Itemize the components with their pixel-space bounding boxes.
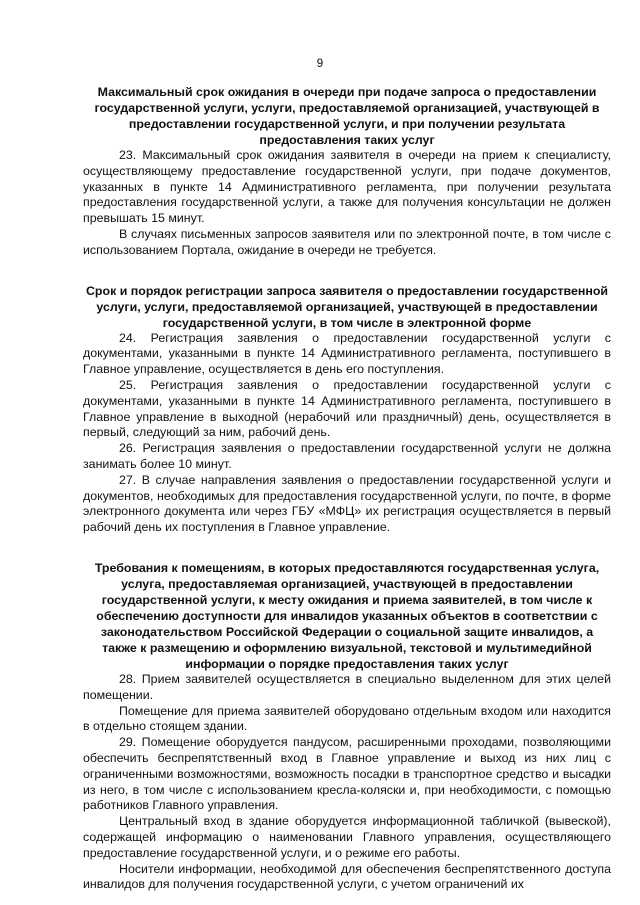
section-registration	[83, 283, 611, 536]
section-heading: Срок и порядок регистрации запроса заявителя о предоставлении государственной услуги, услуги, предоставляемой организацией, участвующей в предоставлении государственной услуги, в том числе в электронной форме	[85, 283, 609, 330]
paragraph-27: 27. В случае направления заявления о предоставлении государственной услуги и документов, необходимых для предоставления государственной услуги, по почте, в форме электронного документа или через ГБУ «МФЦ» их регистрация осуществляется в первый рабочий день их поступления в Главное управление.	[83, 472, 611, 535]
document-body	[83, 84, 611, 893]
paragraph-written-requests: В случаях письменных запросов заявителя или по электронной почте, в том числе с использованием Портала, ожидание в очереди не требуется.	[83, 226, 611, 257]
section-heading: Требования к помещениям, в которых предоставляются государственная услуга, услуга, предоставляемая организацией, участвующей в предоставлении государственной услуги, к месту ожидания и приема заявителей, в том числе к обеспечению доступности для инвалидов указанных объектов в соответствии с законодательством Российской Федерации о социальной защите инвалидов, а также к размещению и оформлению визуальной, текстовой и мультимедийной информации о порядке предоставления таких услуг	[94, 560, 600, 671]
paragraph-23: 23. Максимальный срок ожидания заявителя в очереди на прием к специалисту, осуществляющему предоставление государственной услуги, при подаче документов, указанных в пункте 14 Административного регламента, при получении результата предоставления государственной услуги, а также для получения консультации не должен превышать 15 минут.	[83, 148, 611, 226]
paragraph-26: 26. Регистрация заявления о предоставлении государственной услуги не должна занимать более 10 минут.	[83, 441, 611, 471]
paragraph-central-entrance: Центральный вход в здание оборудуется информационной табличкой (вывеской), содержащей информацию о наименовании Главного управления, осуществляющего предоставление государственной услуги, и о режиме его работы.	[83, 814, 611, 860]
paragraph-25: 25. Регистрация заявления о предоставлении государственной услуги с документами, указанными в пункте 14 Административного регламента, поступившего в Главное управление в выходной (нерабочий или праздничный) день, осуществляется в первый, следующий за ним, рабочий день.	[83, 377, 611, 440]
section-queue-wait-time	[83, 84, 611, 259]
paragraph-24: 24. Регистрация заявления о предоставлении государственной услуги с документами, указанными в пункте 14 Административного регламента, поступившего в Главное управление, осуществляется в день его поступления.	[83, 330, 611, 377]
paragraph-28: 28. Прием заявителей осуществляется в специально выделенном для этих целей помещении.	[83, 671, 611, 702]
paragraph-separate-entrance: Помещение для приема заявителей оборудовано отдельным входом или находится в отдельно стоящем здании.	[83, 703, 611, 734]
paragraph-information-carriers: Носители информации, необходимой для обеспечения беспрепятственного доступа инвалидов для получения государственной услуги, с учетом ограничений их	[83, 861, 611, 892]
section-premises-requirements	[83, 560, 611, 893]
paragraph-29: 29. Помещение оборудуется пандусом, расширенными проходами, позволяющими обеспечить беспрепятственный вход в Главное управление и выход из них лиц с ограниченными возможностями, возможность посадки в транспортное средство и высадки из него, в том числе с использованием кресла-коляски и, при необходимости, с помощью работников Главного управления.	[83, 735, 611, 813]
section-heading: Максимальный срок ожидания в очереди при подаче запроса о предоставлении государственной услуги, услуги, предоставляемой организацией, участвующей в предоставлении государственной услуги, и при получении результата предоставления таких услуг	[94, 85, 600, 147]
page-number: 9	[316, 58, 324, 70]
